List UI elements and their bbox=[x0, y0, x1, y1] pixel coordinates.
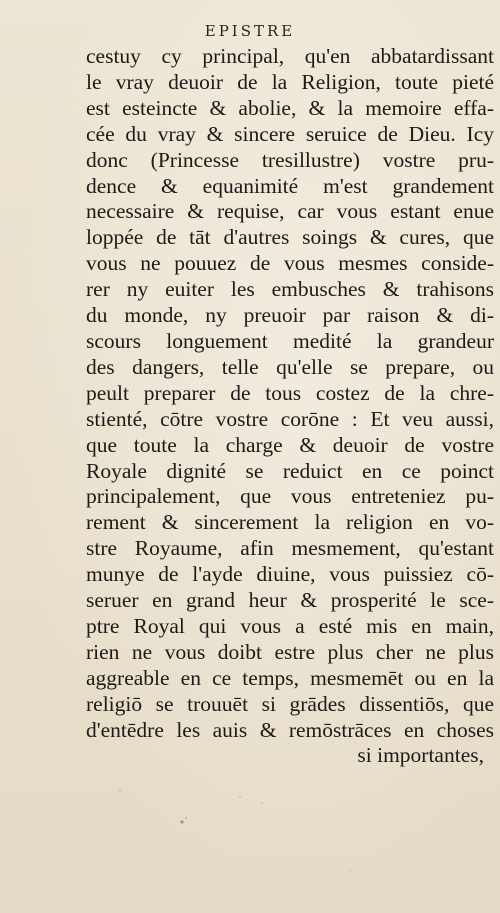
text-line: aggreable en ce temps, mesmemēt ou en la bbox=[86, 665, 494, 690]
text-line: stienté, cōtre vostre corōne : Et veu aussi, bbox=[86, 406, 494, 431]
text-line: principalement, que vous entreteniez pu- bbox=[86, 484, 494, 509]
text-line: que toute la charge & deuoir de vostre bbox=[86, 432, 494, 457]
text-line: rement & sincerement la religion en vo- bbox=[86, 510, 494, 535]
text-line: munye de l'ayde diuine, vous puissiez cō- bbox=[86, 562, 494, 587]
text-line: des dangers, telle qu'elle se prepare, ou bbox=[86, 354, 494, 379]
text-line: du monde, ny preuoir par raison & di- bbox=[86, 303, 494, 328]
text-line: dence & equanimité m'est grandement bbox=[86, 173, 494, 198]
text-line: rien ne vous doibt estre plus cher ne plus bbox=[86, 639, 494, 664]
text-line: ptre Royal qui vous a esté mis en main, bbox=[86, 613, 494, 638]
text-line: Royale dignité se reduict en ce poinct bbox=[86, 458, 494, 483]
text-line: le vray deuoir de la Religion, toute pieté bbox=[86, 69, 494, 94]
text-line: est esteincte & abolie, & la memoire effa- bbox=[86, 95, 494, 120]
running-head: EPISTRE bbox=[204, 22, 296, 40]
text-line: cée du vray & sincere seruice de Dieu. Icy bbox=[86, 121, 494, 146]
text-line: necessaire & requise, car vous estant enue bbox=[86, 199, 494, 224]
text-line-catchword: si importantes, bbox=[357, 743, 484, 768]
text-line: loppée de tāt d'autres soings & cures, que bbox=[86, 225, 494, 250]
text-line: religiō se trouuēt si grādes dissentiōs, que bbox=[86, 691, 494, 716]
text-line: scours longuement medité la grandeur bbox=[86, 328, 494, 353]
body-text bbox=[86, 44, 494, 769]
text-line: stre Royaume, afin mesmement, qu'estant bbox=[86, 536, 494, 561]
text-line: seruer en grand heur & prosperité le sce- bbox=[86, 588, 494, 613]
text-line: cestuy cy principal, qu'en abbatardissant bbox=[86, 44, 494, 68]
text-line: vous ne pouuez de vous mesmes conside- bbox=[86, 251, 494, 276]
text-line: peult preparer de tous costez de la chre- bbox=[86, 380, 494, 405]
text-line: d'entēdre les auis & remōstrāces en choses bbox=[86, 717, 494, 742]
text-line: donc (Princesse tresillustre) vostre pru- bbox=[86, 147, 494, 172]
text-line: rer ny euiter les embusches & trahisons bbox=[86, 277, 494, 302]
